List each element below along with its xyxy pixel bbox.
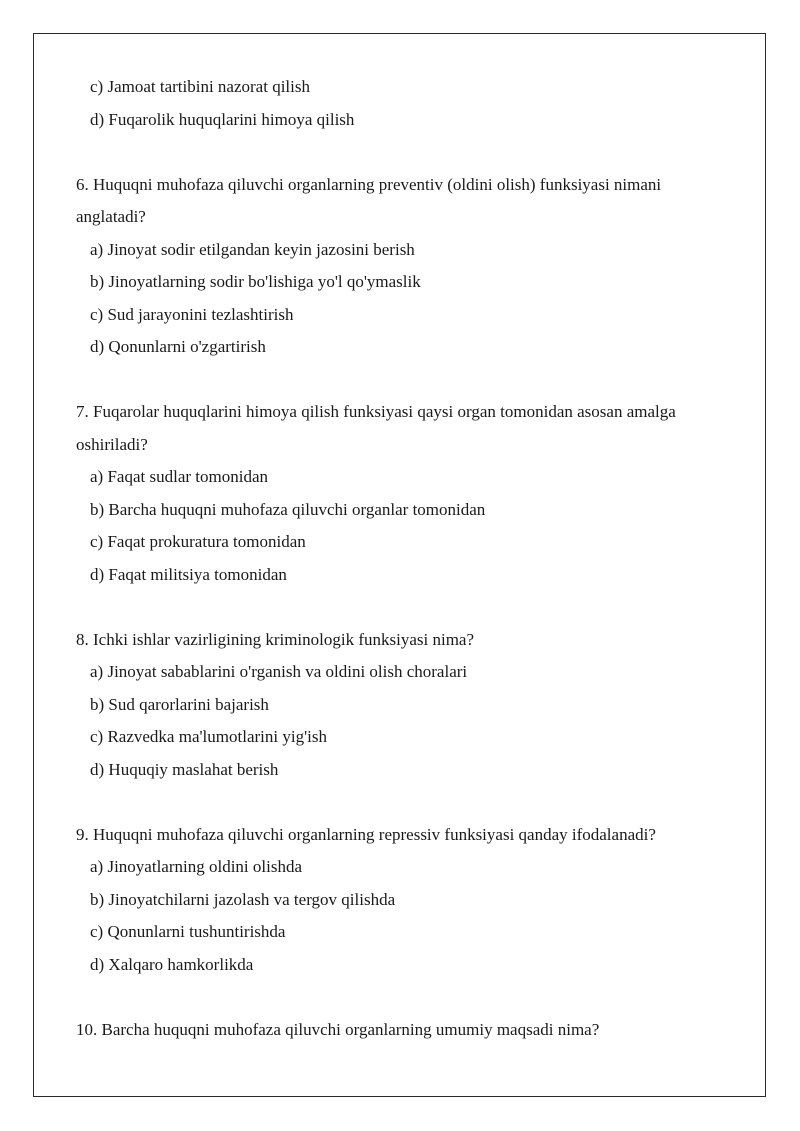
question-9-option-d: d) Xalqaro hamkorlikda	[90, 954, 254, 974]
question-8-option-c: c) Razvedka ma'lumotlarini yig'ish	[90, 727, 327, 746]
question-7-option-d: d) Faqat militsiya tomonidan	[90, 564, 287, 584]
question-6-text-cont: anglatadi?	[76, 207, 146, 226]
question-7-option-c: c) Faqat prokuratura tomonidan	[90, 532, 306, 551]
spacer	[76, 364, 756, 397]
question-6-text: 6. Huquqni muhofaza qiluvchi organlarning preventiv (oldini olish) funksiyasi nimani	[76, 174, 662, 194]
spacer	[76, 981, 756, 1014]
spacer	[76, 136, 756, 169]
question-6-option-c: c) Sud jarayonini tezlashtirish	[90, 304, 294, 324]
question-8-option-a: a) Jinoyat sabablarini o'rganish va oldini olish choralari	[90, 662, 468, 681]
question-6-option-b: b) Jinoyatlarning sodir bo'lishiga yo'l qo'ymaslik	[90, 272, 421, 291]
question-6-option-a: a) Jinoyat sodir etilgandan keyin jazosini berish	[90, 239, 415, 259]
question-7-option-b: b) Barcha huquqni muhofaza qiluvchi organlar tomonidan	[90, 499, 486, 519]
question-7-option-a: a) Faqat sudlar tomonidan	[90, 467, 268, 486]
document-body	[76, 71, 756, 1046]
question-6-option-d: d) Qonunlarni o'zgartirish	[90, 337, 266, 356]
question-7-text: 7. Fuqarolar huquqlarini himoya qilish funksiyasi qaysi organ tomonidan asosan amalga	[76, 402, 676, 421]
question-9-text: 9. Huquqni muhofaza qiluvchi organlarning repressiv funksiyasi qanday ifodalanadi?	[76, 824, 656, 844]
option-line: c) Jamoat tartibini nazorat qilish	[90, 77, 310, 96]
question-9-option-c: c) Qonunlarni tushuntirishda	[90, 922, 286, 941]
question-9-option-a: a) Jinoyatlarning oldini olishda	[90, 857, 302, 876]
question-7-text-cont: oshiriladi?	[76, 434, 148, 454]
question-10-text: 10. Barcha huquqni muhofaza qiluvchi organlarning umumiy maqsadi nima?	[76, 1019, 600, 1039]
spacer	[76, 786, 756, 819]
question-8-option-d: d) Huquqiy maslahat berish	[90, 759, 279, 779]
question-9-option-b: b) Jinoyatchilarni jazolash va tergov qilishda	[90, 889, 396, 909]
option-line: d) Fuqarolik huquqlarini himoya qilish	[90, 109, 355, 129]
question-8-text: 8. Ichki ishlar vazirligining kriminologik funksiyasi nima?	[76, 629, 475, 649]
spacer	[76, 591, 756, 624]
question-8-option-b: b) Sud qarorlarini bajarish	[90, 694, 269, 714]
